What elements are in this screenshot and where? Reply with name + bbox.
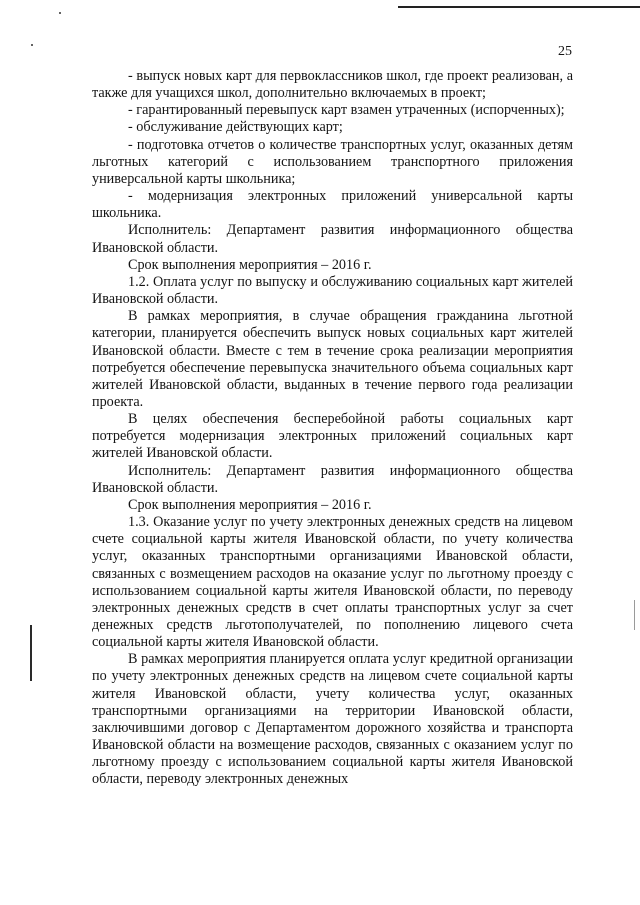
scan-top-rule: [398, 6, 640, 8]
section-1-2-modernization: В целях обеспечения бесперебойной работы социальных карт потребуется модернизация электронных приложений социальных карт жителей Ивановской области.: [92, 411, 573, 462]
list-item-modernization: - модернизация электронных приложений универсальной карты школьника.: [92, 188, 573, 222]
executor-paragraph: Исполнитель: Департамент развития информационного общества Ивановской области.: [92, 462, 573, 496]
section-1-3-body: В рамках мероприятия планируется оплата услуг кредитной организации по учету электронных денежных средств на лицевом счете социальной карты жителя Ивановской области, учету количества услуг, оказанных транспортными организациями на территории Ивановской области, заключившими договор с Департаментом дорожного хозяйства и транспорта Ивановской области на возмещение расходов, связанных с оказанием услуг по льготному проезду с использованием социальной карты жителя Ивановской области, переводу электронных денежных: [92, 651, 573, 788]
list-item-service: - обслуживание действующих карт;: [128, 119, 343, 136]
deadline-paragraph: Срок выполнения мероприятия – 2016 г.: [128, 496, 372, 513]
section-1-2-heading: 1.2. Оплата услуг по выпуску и обслуживанию социальных карт жителей Ивановской области.: [92, 273, 573, 308]
list-item-new-cards: - выпуск новых карт для первоклассников школ, где проект реализован, а также для учащихся школ, дополнительно включаемых в проект;: [92, 68, 573, 102]
page-number: 25: [558, 44, 572, 59]
scan-margin-line: [30, 625, 32, 681]
list-item-reissue: - гарантированный перевыпуск карт взамен утраченных (испорченных);: [128, 102, 565, 119]
executor-paragraph: Исполнитель: Департамент развития информационного общества Ивановской области.: [92, 222, 573, 256]
document-body: [92, 68, 573, 789]
scan-edge-mark: [634, 600, 635, 630]
section-1-2-body: В рамках мероприятия, в случае обращения гражданина льготной категории, планируется обеспечить выпуск новых социальных карт жителей Ивановской области. Вместе с тем в течение срока реализации мероприятия потребуется обеспечение перевыпуска значительного объема социальных карт жителей Ивановской области, выданных в течение первого года реализации проекта.: [92, 308, 573, 410]
deadline-paragraph: Срок выполнения мероприятия – 2016 г.: [128, 256, 372, 273]
scan-speck: [59, 12, 61, 14]
scan-speck: [31, 44, 33, 46]
section-1-3-heading: 1.3. Оказание услуг по учету электронных денежных средств на лицевом счете социальной карты жителя Ивановской области, по учету количества услуг, оказанных транспортными организациями Ивановской области, связанных с возмещением расходов на оказание услуг по льготному проезду с использованием социальной карты жителя Ивановской области, по переводу электронных денежных средств в счет оплаты транспортных услуг за счет денежных средств льготополучателей, по пополнению лицевого счета социальной карты жителя Ивановской области.: [92, 514, 573, 651]
list-item-reports: - подготовка отчетов о количестве транспортных услуг, оказанных детям льготных категорий с использованием транспортного приложения универсальной карты школьника;: [92, 136, 573, 187]
